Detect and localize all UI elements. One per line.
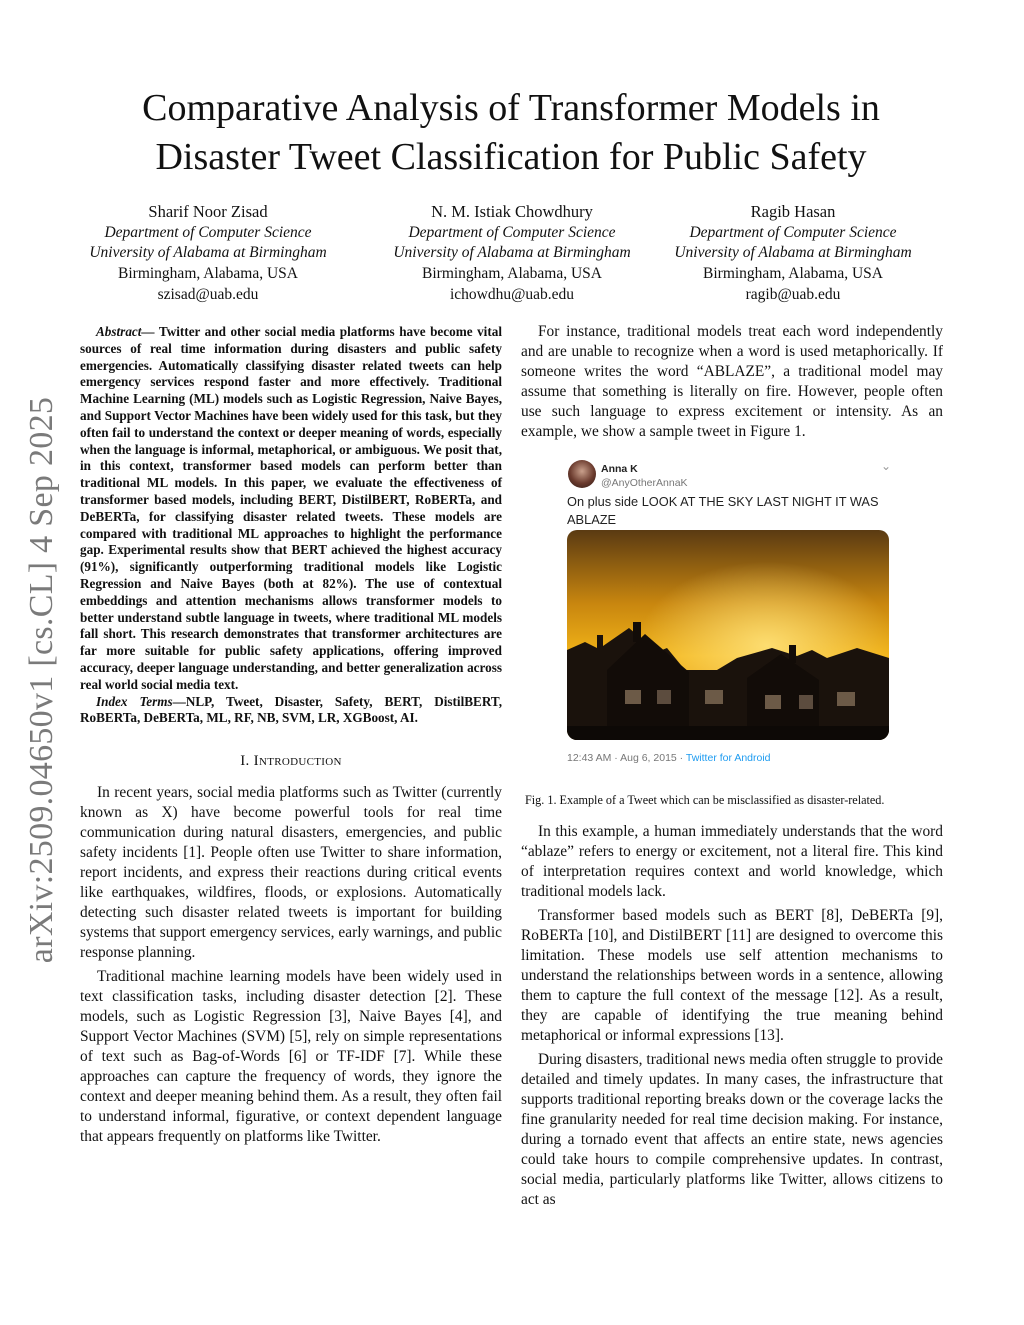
title-line: Comparative Analysis of Transformer Models in	[142, 87, 880, 129]
paragraph: During disasters, traditional news media often struggle to provide detailed and timely updates. In many cases, the infrastructure that supports traditional reporting breaks down or the coverage lacks the fine granularity needed for real time decision making. For instance, during a tornado event that affects an entire state, news agencies could take hours to compile comprehensive updates. In contrast, social media, particularly platforms like Twitter, allows citizens to act as	[521, 1051, 943, 1208]
abstract	[80, 324, 502, 694]
author-email[interactable]: ichowdhu@uab.edu	[449, 285, 575, 303]
author-block	[367, 202, 657, 306]
tweet-photo	[567, 530, 889, 740]
abstract-text: Twitter and other social media platforms have become vital sources of real time information during disasters and public safety emergencies. Automatically classifying disaster related tweets can help emergency services respond faster and more effectively. Traditional Machine Learning (ML) models such as Logistic Regression, Naive Bayes, and Support Vector Machines have been widely used for this task, but they often fail to understand the context or deeper meaning of words, especially when the language is informal, metaphorical, or ambiguous. We posit that, in this context, transformer based models can perform better than traditional ML models. In this paper, we evaluate the effectiveness of transformer based models, including BERT, DistilBERT, RoBERTa, and DeBERTa, for classifying disaster related tweets. These models are compared with traditional ML approaches to highlight the performance gap. Experimental results show that BERT achieved the highest accuracy (91%), significantly outperforming traditional models like Logistic Regression and Naive Bayes (both at 82%). The use of contextual embeddings and attention mechanisms allows transformer models to better understand subtle language in tweets, where traditional ML models fall short. This research demonstrates that transformer architectures are far more suitable for public safety applications, offering improved accuracy, deeper language understanding, and better generalization across real world social media text.	[80, 324, 502, 692]
paper-title	[80, 84, 942, 182]
author-dept: Department of Computer Science	[408, 223, 616, 241]
paragraph: For instance, traditional models treat each word independently and are unable to recognize when a word is used metaphorically. If someone writes the word “ABLAZE”, a traditional model may assume that something is literally on fire. However, people often use such language to express excitement or intensity. As an example, we show a sample tweet in Figure 1.	[521, 323, 943, 440]
paragraph: Transformer based models such as BERT [8], DeBERTa [9], RoBERTa [10], and DistilBERT [11] are designed to overcome this limitation. These models use self attention mechanisms to understand the relationships between words in a sentence, allowing them to capture the full context of the message [12]. As a result, they are capable of identifying the true meaning behind metaphorical or informal expressions [13].	[521, 907, 943, 1044]
author-location: Birmingham, Alabama, USA	[422, 265, 602, 283]
figure-caption: Fig. 1. Example of a Tweet which can be misclassified as disaster-related.	[525, 793, 885, 807]
tweet-timestamp: 12:43 AM · Aug 6, 2015 ·	[567, 752, 686, 764]
index-terms-text: —NLP, Tweet, Disaster, Safety, BERT, DistilBERT, RoBERTa, DeBERTa, ML, RF, NB, SVM, LR, XGBoost, AI.	[80, 693, 503, 726]
abstract-label: Abstract—	[96, 324, 155, 339]
author-block	[63, 202, 353, 306]
author-univ: University of Alabama at Birmingham	[393, 244, 631, 262]
right-column	[521, 322, 943, 1214]
author-location: Birmingham, Alabama, USA	[703, 265, 883, 283]
author-email[interactable]: szisad@uab.edu	[157, 285, 259, 303]
author-name: Sharif Noor Zisad	[148, 202, 268, 221]
index-terms	[80, 694, 502, 728]
author-univ: University of Alabama at Birmingham	[674, 244, 912, 262]
tweet-text: On plus side LOOK AT THE SKY LAST NIGHT IT WAS ABLAZE	[567, 494, 879, 527]
author-name: Ragib Hasan	[750, 202, 836, 221]
section-number: I.	[240, 753, 254, 770]
paragraph: Traditional machine learning models have been widely used in text classification tasks, including disaster detection [2]. These models, such as Logistic Regression [3], Naive Bayes [4], and Support Vector Machines (SVM) [5], rely on simple representations of text such as Bag-of-Words [6] or TF-IDF [7]. While these approaches can capture the frequency of words, they ignore the context and deeper meaning behind them. As a result, they often fail to understand informal, figurative, or context dependent language that appears frequently on platforms like Twitter.	[80, 968, 502, 1146]
author-email[interactable]: ragib@uab.edu	[745, 285, 841, 303]
author-univ: University of Alabama at Birmingham	[89, 244, 327, 262]
tweet-meta	[567, 748, 771, 768]
tweet-user-name: Anna K	[601, 463, 638, 475]
avatar	[568, 460, 596, 488]
author-dept: Department of Computer Science	[689, 223, 897, 241]
author-location: Birmingham, Alabama, USA	[118, 265, 298, 283]
title-line: Disaster Tweet Classification for Public Safety	[155, 136, 867, 178]
author-dept: Department of Computer Science	[104, 223, 312, 241]
arxiv-identifier: arXiv:2509.04650v1 [cs.CL] 4 Sep 2025	[23, 396, 61, 964]
tweet-source-link[interactable]: Twitter for Android	[685, 752, 771, 764]
paragraph: In this example, a human immediately understands that the word “ablaze” refers to energy or excitement, not a literal fire. This kind of interpretation requires context and world knowledge, which traditional models lack.	[521, 823, 943, 900]
author-name: N. M. Istiak Chowdhury	[431, 202, 593, 221]
author-block	[648, 202, 938, 306]
section-heading	[80, 751, 502, 771]
index-terms-label: Index Terms	[96, 693, 173, 709]
sunset-houses-image	[567, 530, 889, 740]
chevron-down-icon: ⌄	[881, 459, 892, 473]
tweet-handle: @AnyOtherAnnaK	[601, 477, 688, 489]
left-column	[80, 322, 502, 1151]
paragraph: In recent years, social media platforms such as Twitter (currently known as X) have become powerful tools for real time communication during natural disasters, emergencies, and public safety incidents [1]. People often use Twitter to share information, report incidents, and express their reactions during critical events like earthquakes, wildfires, floods, or explosions. Automatically detecting such disaster related tweets is important for building systems that support emergency services, early warnings, and public response planning.	[80, 784, 502, 962]
section-title: Introduction	[253, 753, 342, 770]
tweet-figure	[565, 458, 900, 782]
